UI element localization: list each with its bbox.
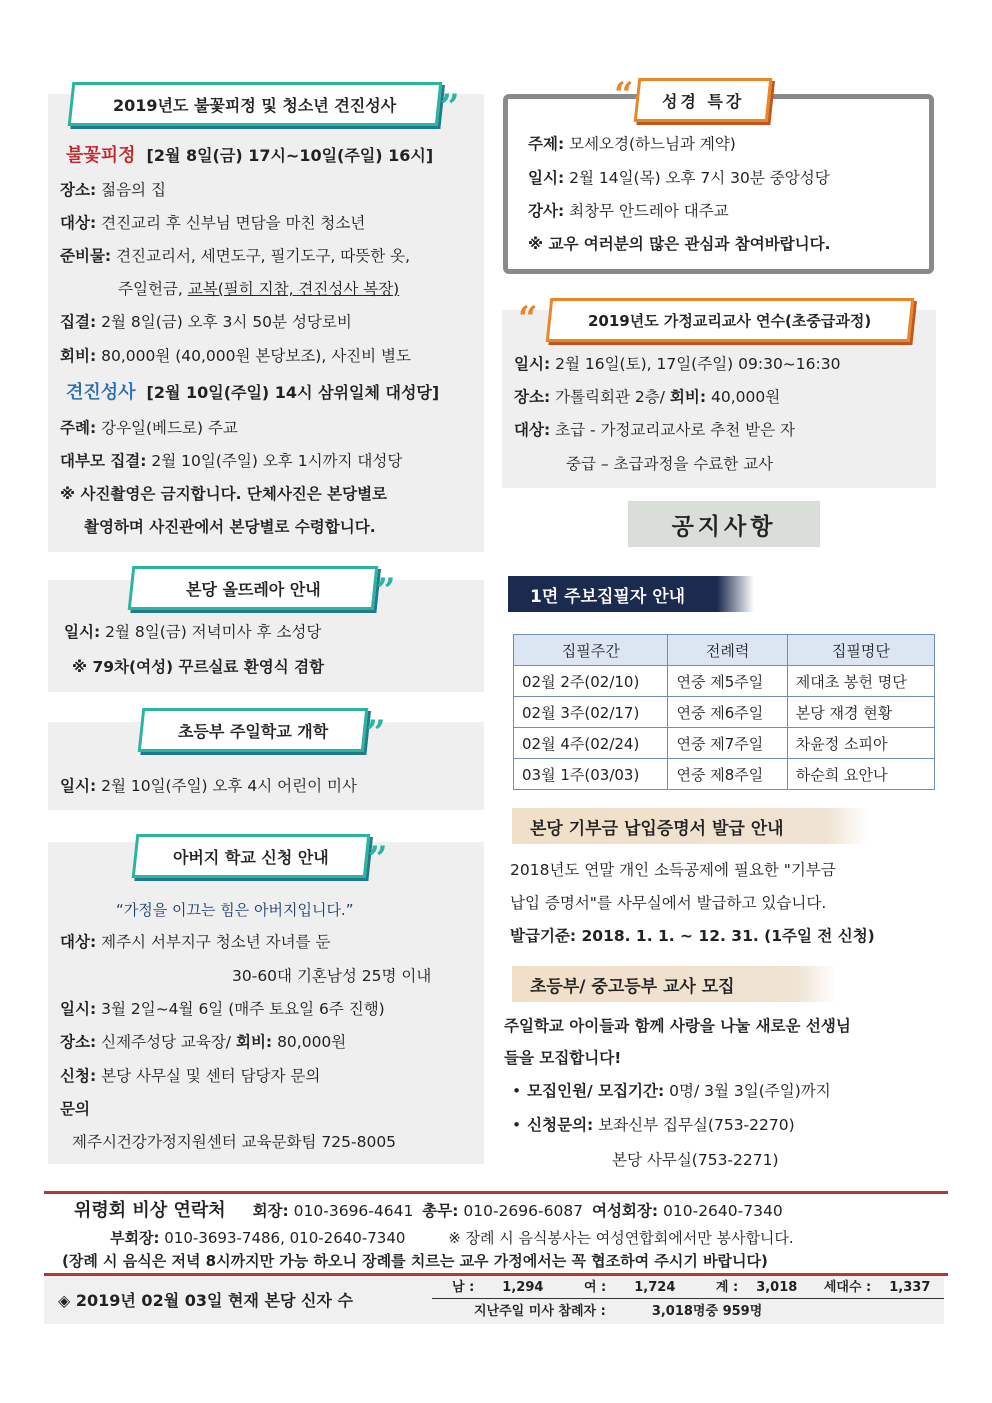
writers-table (513, 634, 935, 790)
sunday-school-date: 일시: 2월 10일(주일) 오후 4시 어린이 미사 (60, 777, 357, 795)
firework-title-row (66, 146, 433, 166)
oldre-ribbon (128, 566, 379, 610)
recruit-text-1: 주일학교 아이들과 함께 사랑을 나눌 새로운 선생님 (504, 1017, 851, 1035)
father-school-inquiry: 제주시건강가정지원센터 교육문화팀 725-8005 (72, 1133, 397, 1151)
table-cell: 제대초 봉헌 명단 (787, 666, 934, 697)
quote-mark-icon: ” (368, 839, 388, 879)
father-school-target-2: 30-60대 기혼남성 25명 이내 (232, 967, 432, 985)
firework-schedule: [2월 8일(금) 17시~10일(주일) 16시] (146, 146, 434, 165)
table-header: 전례력 (668, 635, 787, 666)
table-cell: 02월 3주(02/17) (514, 697, 668, 728)
table-header-row (514, 635, 935, 666)
census-underline (432, 1298, 944, 1299)
table-cell: 하순희 요안나 (787, 759, 934, 790)
quote-mark-icon: ” (366, 713, 386, 753)
footer-note-2: (장례 시 음식은 저녁 8시까지만 가능 하오니 장례를 치르는 교우 가정에서는 꼭 협조하여 주시기 바랍니다) (62, 1252, 768, 1270)
table-cell: 차윤정 소피아 (787, 728, 934, 759)
firework-prep: 준비물: 견진교리서, 세면도구, 필기도구, 따뜻한 옷, (60, 247, 411, 265)
writers-title: 1면 주보집필자 안내 (530, 586, 686, 607)
bible-lecture-date: 일시: 2월 14일(목) 오후 7시 30분 중앙성당 (528, 169, 830, 187)
firework-ribbon (68, 82, 443, 126)
writers-title-bar (508, 576, 754, 612)
teacher-training-ribbon (546, 298, 915, 342)
confirmation-godparent: 대부모 집결: 2월 10일(주일) 오후 1시까지 대성당 (60, 452, 403, 470)
donation-title: 본당 기부금 납입증명서 발급 안내 (530, 818, 784, 839)
father-school-date: 일시: 3월 2일~4월 6일 (매주 토요일 6주 진행) (60, 1000, 385, 1018)
notice-title: 공지사항 (628, 501, 820, 547)
table-cell: 연중 제8주일 (668, 759, 787, 790)
donation-text-1: 2018년도 연말 개인 소득공제에 필요한 "기부금 (510, 861, 836, 879)
table-row (514, 666, 935, 697)
teacher-training-target: 대상: 초급 - 가정교리교사로 추천 받은 자 (514, 421, 795, 439)
father-school-ribbon (132, 834, 371, 878)
oldre-date: 일시: 2월 8일(금) 저녁미사 후 소성당 (64, 623, 322, 641)
table-header: 집필주간 (514, 635, 668, 666)
father-school-inquiry-label: 문의 (60, 1100, 90, 1118)
table-row (514, 697, 935, 728)
father-school-apply: 신청: 본당 사무실 및 센터 담당자 문의 (60, 1067, 321, 1085)
table-cell: 02월 4주(02/24) (514, 728, 668, 759)
table-cell: 본당 재경 현황 (787, 697, 934, 728)
sunday-school-ribbon (138, 708, 369, 752)
table-cell: 02월 2주(02/10) (514, 666, 668, 697)
recruit-bullet-1: • 모집인원/ 모집기간: 0명/ 3월 3일(주일)까지 (512, 1081, 831, 1101)
recruit-bullet-2: • 신청문의: 보좌신부 집무실(753-2270) (512, 1115, 795, 1135)
footer-vice-row: 부회장: 010-3693-7486, 010-2640-7340 ※ 장례 시 음식봉사는 여성연합회에서만 봉사합니다. (110, 1229, 794, 1247)
firework-gather: 집결: 2월 8일(금) 오후 3시 50분 성당로비 (60, 313, 352, 331)
table-cell: 연중 제6주일 (668, 697, 787, 728)
firework-target: 대상: 견진교리 후 신부님 면담을 마친 청소년 (60, 214, 366, 232)
bible-lecture-ribbon-title: 성경 특강 (661, 91, 745, 111)
father-school-motto: “가정을 이끄는 힘은 아버지입니다.” (116, 901, 354, 919)
confirmation-celebrant: 주례: 강우일(베드로) 주교 (60, 419, 238, 437)
firework-place: 장소: 젊음의 집 (60, 181, 166, 199)
footer-contacts-row: 위령회 비상 연락처 회장: 010-3696-4641 총무: 010-2696-6087 여성회장: 010-2640-7340 (74, 1200, 783, 1221)
table-cell: 03월 1주(03/03) (514, 759, 668, 790)
bible-lecture-lecturer: 강사: 최창무 안드레아 대주교 (528, 202, 729, 220)
father-school-ribbon-title: 아버지 학교 신청 안내 (173, 847, 329, 867)
confirmation-title-row (66, 383, 439, 403)
table-header: 집필명단 (787, 635, 934, 666)
census-attendance: 지난주일 미사 참례자 : 3,018명중 959명 (474, 1304, 763, 1319)
donation-title-bar (512, 808, 868, 844)
census-counts: 남 : 1,294 여 : 1,724 계 : 3,018 세대수 : 1,337 (452, 1280, 931, 1295)
recruit-title-bar (512, 966, 836, 1002)
recruit-text-2: 들을 모집합니다! (504, 1049, 622, 1067)
father-school-place: 장소: 신제주성당 교육장/ 회비: 80,000원 (60, 1033, 347, 1051)
firework-prep-2: 주일헌금, 교복(필히 지참, 견진성사 복장) (118, 280, 400, 298)
recruit-bullet-2b: 본당 사무실(753-2271) (612, 1151, 779, 1169)
table-cell: 연중 제5주일 (668, 666, 787, 697)
table-row (514, 728, 935, 759)
confirmation-title: 견진성사 (66, 382, 136, 403)
photo-note-1: ※ 사진촬영은 금지합니다. 단체사진은 본당별로 (60, 485, 388, 503)
firework-ribbon-title: 2019년도 불꽃피정 및 청소년 견진성사 (113, 95, 397, 115)
quote-mark-icon: ” (376, 571, 396, 611)
table-row (514, 759, 935, 790)
quote-mark-icon: ” (440, 87, 460, 127)
teacher-training-ribbon-title: 2019년도 가정교리교사 연수(초중급과정) (588, 311, 872, 330)
photo-note-2: 촬영하며 사진관에서 본당별로 수령합니다. (84, 518, 376, 536)
footer-title: 위령회 비상 연락처 (74, 1200, 226, 1221)
bible-lecture-theme: 주제: 모세오경(하느님과 계약) (528, 135, 736, 153)
footer-top-rule (44, 1191, 948, 1194)
sunday-school-ribbon-title: 초등부 주일학교 개학 (177, 721, 329, 741)
bible-lecture-note: ※ 교우 여러분의 많은 관심과 참여바랍니다. (528, 235, 831, 253)
table-cell: 연중 제7주일 (668, 728, 787, 759)
oldre-ribbon-title: 본당 올뜨레아 안내 (185, 579, 321, 599)
firework-title: 불꽃피정 (66, 145, 136, 166)
father-school-target: 대상: 제주시 서부지구 청소년 자녀를 둔 (60, 933, 331, 951)
donation-text-2: 납입 증명서"를 사무실에서 발급하고 있습니다. (510, 894, 827, 912)
confirmation-schedule: [2월 10일(주일) 14시 삼위일체 대성당] (146, 383, 440, 402)
teacher-training-date: 일시: 2월 16일(토), 17일(주일) 09:30~16:30 (514, 355, 841, 373)
quote-mark-icon: “ (518, 299, 538, 339)
donation-criteria: 발급기준: 2018. 1. 1. ~ 12. 31. (1주일 전 신청) (510, 927, 875, 945)
teacher-training-target-2: 중급 – 초급과정을 수료한 교사 (566, 455, 774, 473)
bible-lecture-ribbon (634, 78, 773, 122)
recruit-title: 초등부/ 중고등부 교사 모집 (530, 976, 735, 997)
oldre-note: ※ 79차(여성) 꾸르실료 환영식 겸함 (72, 658, 325, 676)
quote-mark-icon: “ (614, 75, 634, 115)
firework-fee: 회비: 80,000원 (40,000원 본당보조), 사진비 별도 (60, 347, 411, 365)
teacher-training-place: 장소: 가톨릭회관 2층/ 회비: 40,000원 (514, 388, 781, 406)
census-title: ◈ 2019년 02월 03일 현재 본당 신자 수 (58, 1291, 353, 1310)
